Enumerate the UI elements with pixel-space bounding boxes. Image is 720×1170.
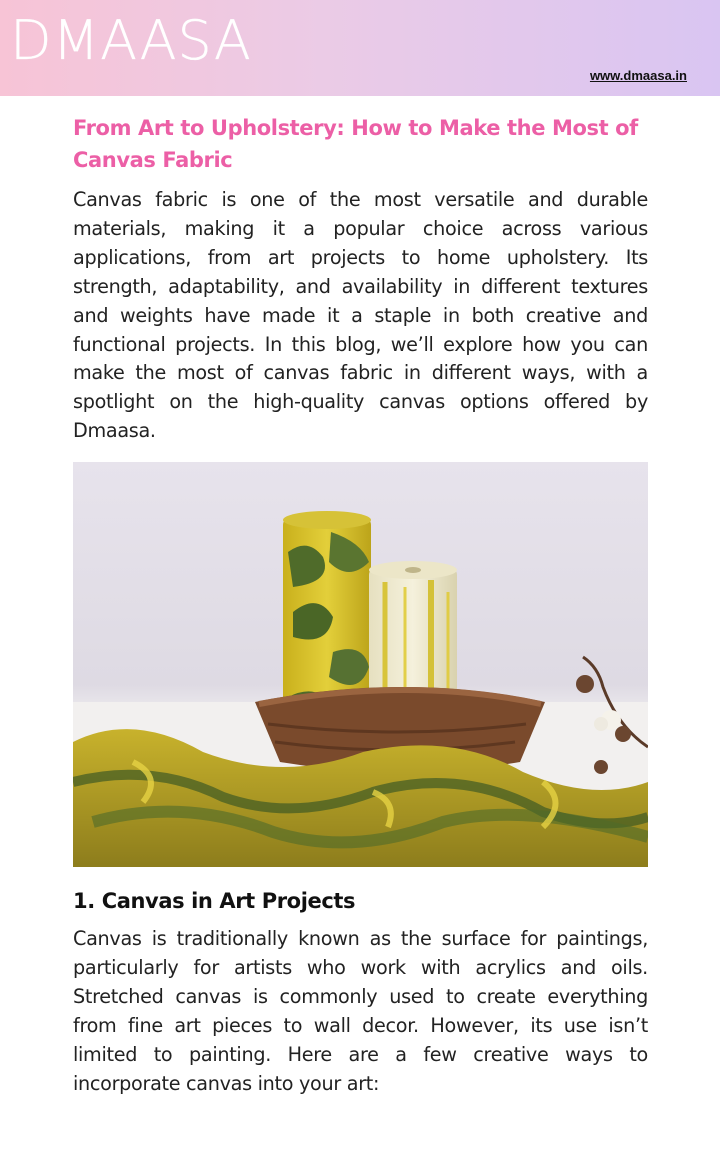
article-content — [73, 112, 648, 1099]
intro-paragraph: Canvas fabric is one of the most versatile and durable materials, making it a popular choice across various applications, from art projects to home upholstery. Its strength, adaptability, and availability in different textures and weights have made it a staple in both creative and functional projects. In this blog, we’ll explore how you can make the most of canvas fabric in different ways, with a spotlight on the high-quality canvas options offered by Dmaasa. — [73, 188, 648, 443]
website-link[interactable]: www.dmaasa.in — [589, 68, 687, 83]
canvas-fabric-photo — [73, 462, 648, 867]
fabric-rolls-illustration — [73, 462, 648, 867]
article-title: From Art to Upholstery: How to Make the Most of Canvas Fabric — [73, 116, 638, 172]
section-heading: 1. Canvas in Art Projects — [73, 889, 356, 914]
brand-logo: DMAASA — [10, 9, 252, 72]
page-header — [0, 0, 720, 96]
section-paragraph: Canvas is traditionally known as the surface for paintings, particularly for artists who work with acrylics and oils. Stretched canvas is commonly used to create everything from fine art pieces to wall decor. However, its use isn’t limited to painting. Here are a few creative ways to incorporate canvas into your art: — [73, 927, 648, 1095]
